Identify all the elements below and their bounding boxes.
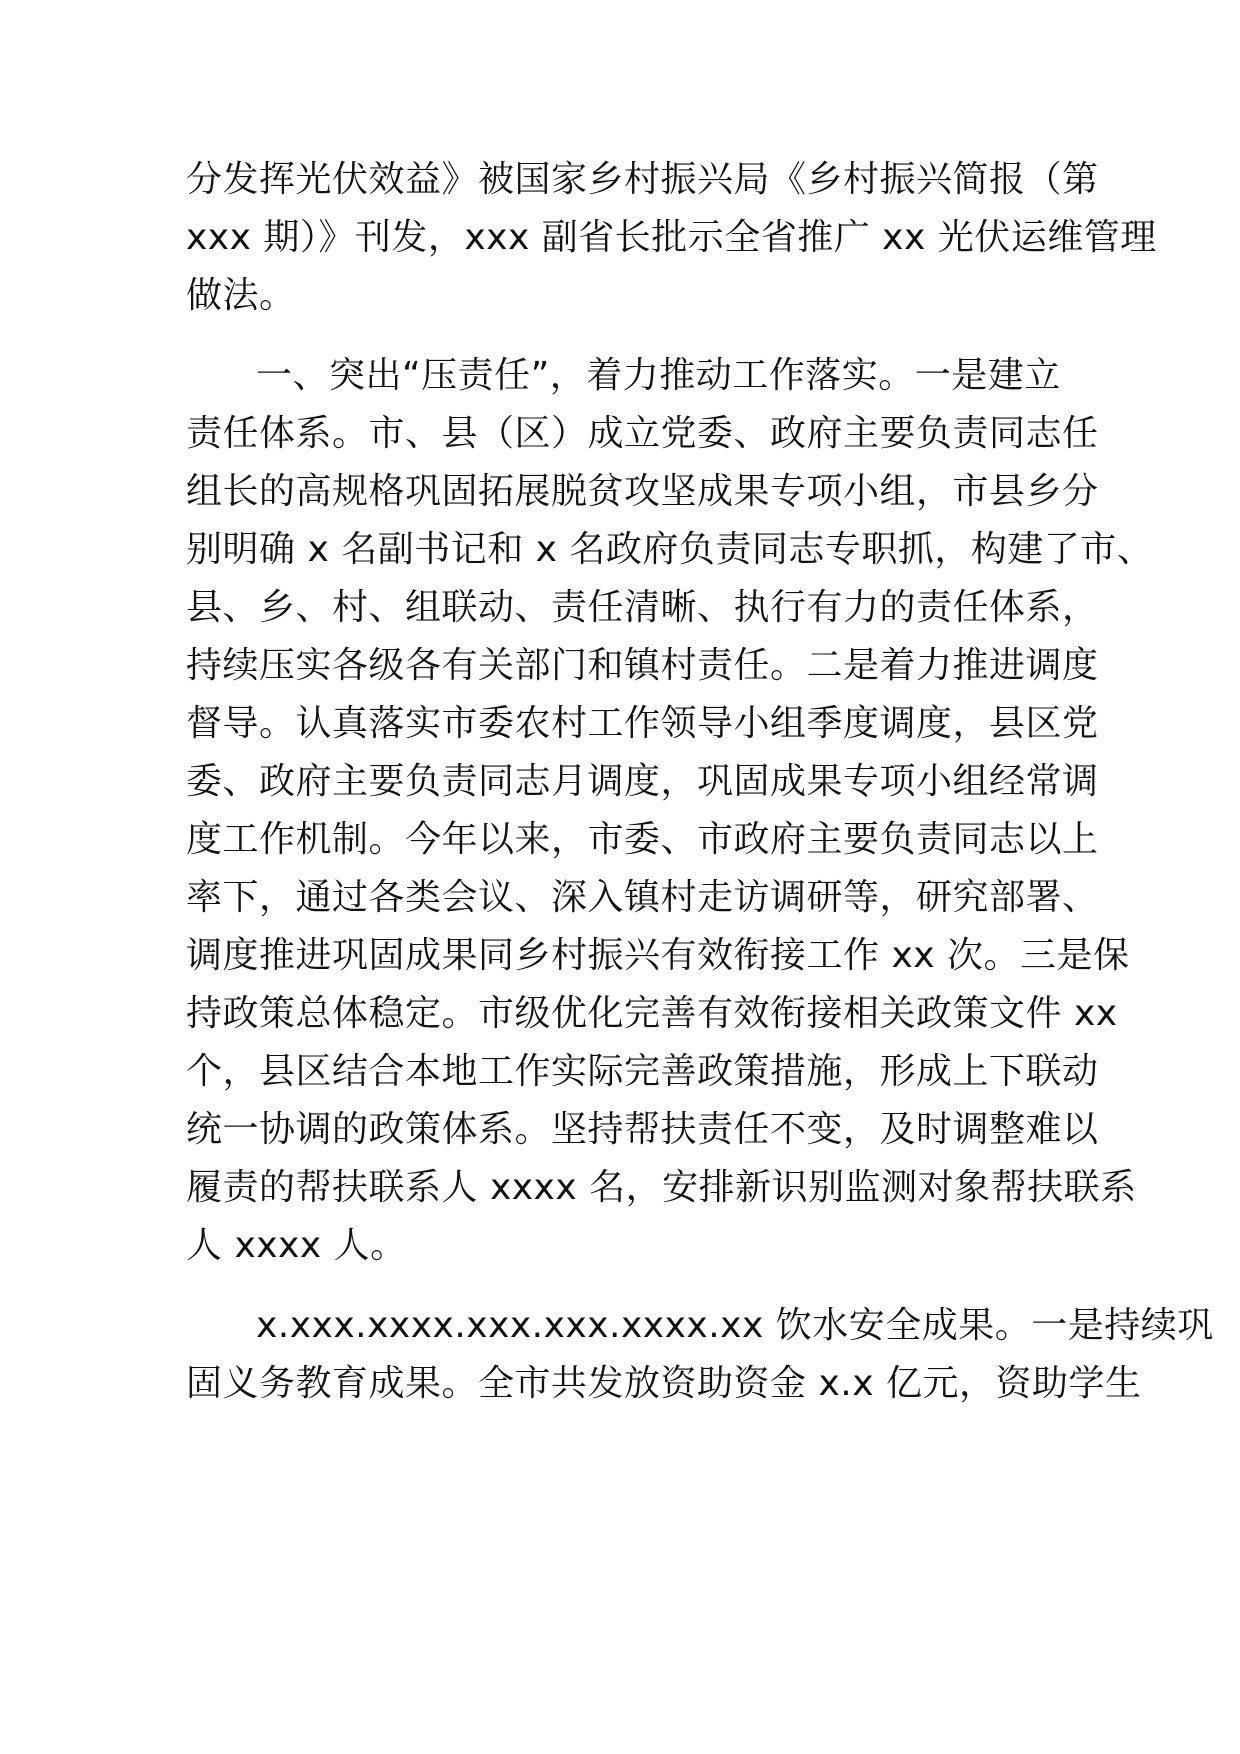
paragraph-2-line-8: 委、政府主要负责同志月调度，巩固成果专项小组经常调 xyxy=(186,761,1099,802)
paragraph-2-line-15: 履责的帮扶联系人 xxxx 名，安排新识别监测对象帮扶联系 xyxy=(186,1167,1137,1208)
paragraph-2-line-2: 责任体系。市、县（区）成立党委、政府主要负责同志任 xyxy=(186,413,1099,454)
paragraph-3-line-1: x.xxx.xxxx.xxx.xxx.xxxx.xx 饮水安全成果。一是持续巩 xyxy=(256,1305,1214,1346)
paragraph-2-line-7: 督导。认真落实市委农村工作领导小组季度调度，县区党 xyxy=(186,703,1099,744)
paragraph-2-line-11: 调度推进巩固成果同乡村振兴有效衔接工作 xx 次。三是保 xyxy=(186,935,1130,976)
paragraph-2-line-1: 一、突出“压责任”，着力推动工作落实。一是建立 xyxy=(256,355,1061,396)
paragraph-2-line-5: 县、乡、村、组联动、责任清晰、执行有力的责任体系， xyxy=(186,587,1099,628)
paragraph-2-line-4: 别明确 x 名副书记和 x 名政府负责同志专职抓，构建了市、 xyxy=(186,529,1154,570)
paragraph-2-line-13: 个，县区结合本地工作实际完善政策措施，形成上下联动 xyxy=(186,1051,1099,1092)
paragraph-3-line-2: 固义务教育成果。全市共发放资助资金 x.x 亿元，资助学生 xyxy=(186,1363,1142,1404)
paragraph-1-line-1: 分发挥光伏效益》被国家乡村振兴局《乡村振兴简报（第 xyxy=(186,159,1099,200)
paragraph-2-line-14: 统一协调的政策体系。坚持帮扶责任不变，及时调整难以 xyxy=(186,1109,1099,1150)
paragraph-2-line-3: 组长的高规格巩固拓展脱贫攻坚成果专项小组，市县乡分 xyxy=(186,471,1099,512)
paragraph-1-line-3: 做法。 xyxy=(186,275,296,316)
paragraph-2-line-12: 持政策总体稳定。市级优化完善有效衔接相关政策文件 xx xyxy=(186,993,1118,1034)
paragraph-2-line-10: 率下，通过各类会议、深入镇村走访调研等，研究部署、 xyxy=(186,877,1099,918)
paragraph-2-line-6: 持续压实各级各有关部门和镇村责任。二是着力推进调度 xyxy=(186,645,1099,686)
paragraph-2-line-16: 人 xxxx 人。 xyxy=(186,1225,407,1266)
paragraph-1-line-2: xxx 期）》刊发，xxx 副省长批示全省推广 xx 光伏运维管理 xyxy=(186,217,1157,258)
paragraph-2-line-9: 度工作机制。今年以来，市委、市政府主要负责同志以上 xyxy=(186,819,1099,860)
